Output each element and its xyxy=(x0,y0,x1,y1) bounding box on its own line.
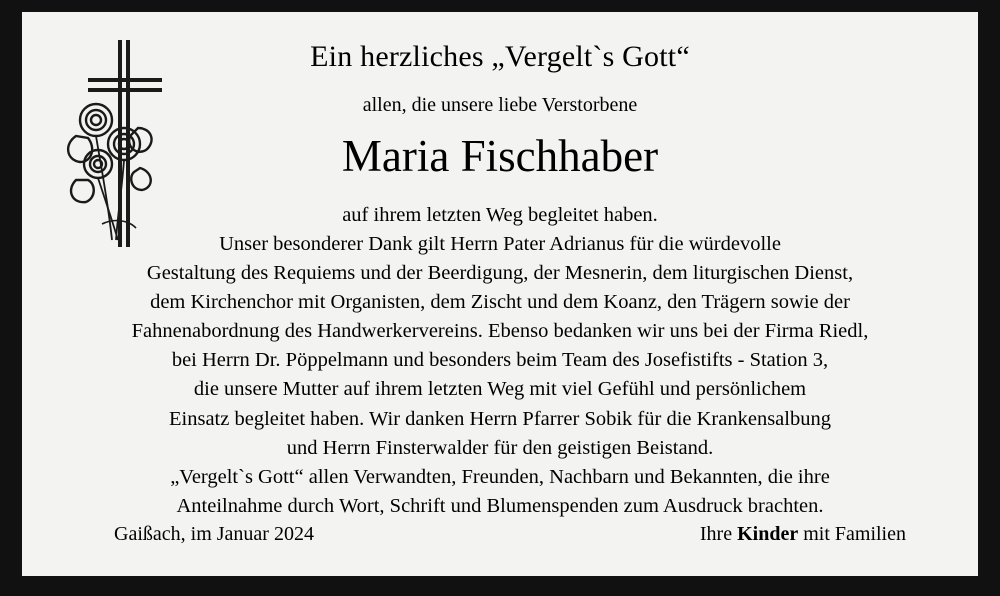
page-title: Ein herzliches „Vergelt`s Gott“ xyxy=(310,40,690,73)
body-line: die unsere Mutter auf ihrem letzten Weg mit viel Gefühl und persönlichem xyxy=(193,378,807,401)
body-line: „Vergelt`s Gott“ allen Verwandten, Freunden, Nachbarn und Bekannten, die ihre xyxy=(170,465,830,488)
signature-suffix: mit Familien xyxy=(798,523,906,545)
deceased-name: Maria Fischhaber xyxy=(341,131,659,181)
subtitle: allen, die unsere liebe Verstorbene xyxy=(362,94,638,116)
body-line: Anteilnahme durch Wort, Schrift und Blumenspenden zum Ausdruck brachten. xyxy=(176,494,824,517)
body-line: Einsatz begleitet haben. Wir danken Herrn Pfarrer Sobik für die Krankensalbung xyxy=(169,407,831,430)
body-line: Fahnenabordnung des Handwerkervereins. Ebenso bedanken wir uns bei der Firma Riedl, xyxy=(131,320,869,343)
body-line: auf ihrem letzten Weg begleitet haben. xyxy=(342,203,658,226)
place-and-date: Gaißach, im Januar 2024 xyxy=(114,523,314,545)
body-line: Gestaltung des Requiems und der Beerdigung, der Mesnerin, dem liturgischen Dienst, xyxy=(146,261,854,284)
obituary-card xyxy=(22,12,978,576)
body-text xyxy=(56,201,944,521)
body-line: Unser besonderer Dank gilt Herrn Pater Adrianus für die würdevolle xyxy=(219,232,781,255)
body-line: und Herrn Finsterwalder für den geistigen Beistand. xyxy=(286,436,714,459)
body-line: dem Kirchenchor mit Organisten, dem Zischt und dem Koanz, den Trägern sowie der xyxy=(150,291,850,314)
footer xyxy=(56,523,944,562)
signature xyxy=(700,523,906,546)
signature-bold: Kinder xyxy=(737,523,799,545)
obituary-content xyxy=(22,12,978,576)
signature-prefix: Ihre xyxy=(699,523,738,545)
body-line: bei Herrn Dr. Pöppelmann und besonders beim Team des Josefistifts - Station 3, xyxy=(171,349,829,372)
